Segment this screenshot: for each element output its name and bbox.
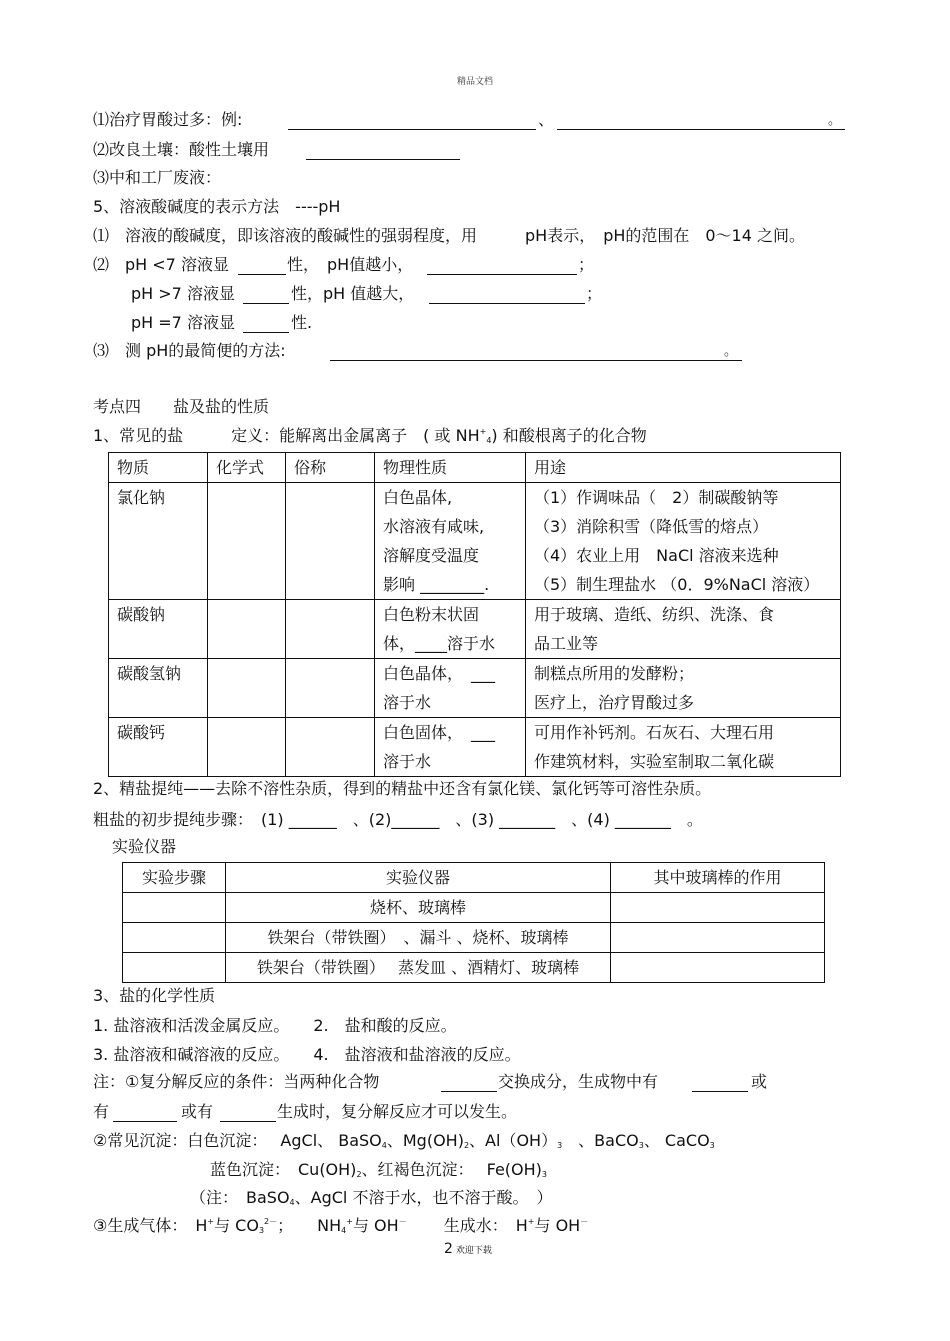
- answer-blank: [441, 1077, 497, 1092]
- page-footer: [444, 1242, 492, 1256]
- cell-line: 用于玻璃、造纸、纺织、洗涤、食: [534, 605, 775, 624]
- separator-text: 、: [538, 110, 555, 129]
- instrument-cell: 铁架台（带铁圈） 、漏斗 、烧杯、玻璃棒: [226, 923, 611, 953]
- line-ph-lt7: ⑵ pH <7 溶液显: [93, 255, 229, 274]
- substance-cell: 氯化钠: [109, 483, 208, 600]
- table-header-cell: 物质: [109, 453, 208, 483]
- line-text: ⑴治疗胃酸过多：例:: [93, 110, 243, 129]
- answer-blank: [243, 289, 289, 304]
- common-name-cell: [286, 483, 375, 600]
- table-row: [109, 483, 841, 600]
- line-text: 生成水： H: [406, 1216, 528, 1235]
- precipitate-color: [210, 1162, 547, 1178]
- table-header-cell: 物理性质: [375, 453, 526, 483]
- line-ph-desc: ⑴ 溶液的酸碱度，即该溶液的酸碱性的强弱程度，用 pH表示， pH的范围在 0～14 之间。: [93, 226, 806, 245]
- answer-blank: [429, 289, 585, 304]
- cell-line: 作建筑材料，实验室制取二氧化碳: [534, 752, 775, 771]
- line-text: （注： BaSO: [190, 1188, 290, 1207]
- note-line: 有: [93, 1102, 110, 1121]
- use-cell: [526, 718, 841, 777]
- use-cell: [526, 483, 841, 600]
- superscript: +: [207, 1217, 215, 1226]
- step-cell: [123, 953, 226, 983]
- answer-blank: [692, 1077, 748, 1092]
- answer-blank: [288, 115, 536, 130]
- gas-water-line: [93, 1218, 588, 1234]
- subscript: 3: [258, 1226, 265, 1235]
- cell-line: 品工业等: [534, 634, 599, 653]
- subscript: 3: [638, 1141, 644, 1150]
- line-text: 生成时，复分解反应才可以发生。: [277, 1102, 518, 1121]
- subscript: 4: [341, 1226, 347, 1235]
- cell-line: 溶解度受温度: [383, 546, 480, 565]
- answer-blank: [557, 115, 845, 130]
- superscript: +: [527, 1217, 535, 1226]
- property-cell: [375, 483, 526, 600]
- table-header-cell: 化学式: [208, 453, 286, 483]
- line-text: 、BaCO: [562, 1131, 639, 1150]
- footer-text: 欢迎下载: [455, 1246, 492, 1256]
- cell-line: 白色晶体， ___: [383, 664, 496, 683]
- table-row: [123, 953, 825, 983]
- instrument-cell: 铁架台（带铁圈） 蒸发皿 、酒精灯、玻璃棒: [226, 953, 611, 983]
- salt-definition: [93, 428, 647, 444]
- common-name-cell: [286, 659, 375, 718]
- common-name-cell: [286, 600, 375, 659]
- cell-line: 白色粉末状固: [383, 605, 480, 624]
- cell-line: （5）制生理盐水 （0．9%NaCl 溶液）: [534, 575, 820, 594]
- line-text: 性， pH值越小，: [287, 255, 414, 274]
- answer-blank: [427, 260, 577, 275]
- section-title: 考点四 盐及盐的性质: [93, 397, 270, 416]
- property-cell: [375, 718, 526, 777]
- cell-line: （3）消除积雪（降低雪的熔点）: [534, 517, 769, 536]
- superscript: +: [346, 1217, 353, 1226]
- glass-rod-role-cell: [611, 923, 825, 953]
- cell-line: 制糕点所用的发酵粉；: [534, 664, 695, 683]
- line-text: 或: [751, 1072, 768, 1091]
- precipitate-note: [190, 1190, 552, 1206]
- answer-blank: [330, 346, 742, 361]
- formula-cell: [208, 483, 286, 600]
- formula-cell: [208, 718, 286, 777]
- formula-cell: [208, 659, 286, 718]
- line-ph-method: ⑶ 测 pH的最简便的方法:: [93, 341, 286, 360]
- line-ph-title: 5、溶液酸碱度的表示方法 ----pH: [93, 197, 341, 216]
- page-header: 精品文档: [456, 77, 493, 87]
- line-text: 、红褐色沉淀： Fe(OH): [361, 1160, 542, 1179]
- table-header-cell: 用途: [526, 453, 841, 483]
- cell-line: 可用作补钙剂。石灰石、大理石用: [534, 723, 775, 742]
- cell-line: （1）作调味品（ 2）制碳酸钠等: [534, 488, 779, 507]
- chem-props-line: 3. 盐溶液和碱溶液的反应。 4. 盐溶液和盐溶液的反应。: [93, 1045, 521, 1064]
- use-cell: [526, 659, 841, 718]
- glass-rod-role-cell: [611, 953, 825, 983]
- table-row: [109, 600, 841, 659]
- line-text: 与 OH: [534, 1216, 581, 1235]
- line-text: 性.: [291, 313, 313, 332]
- cell-line: 溶于水: [383, 752, 432, 771]
- cell-line: 白色固体， ___: [383, 723, 496, 742]
- line-text: 、Mg(OH): [386, 1131, 464, 1150]
- line-text: ③生成气体： H: [93, 1216, 208, 1235]
- common-name-cell: [286, 718, 375, 777]
- line-text: 、Al（OH）: [469, 1131, 558, 1150]
- substance-cell: 碳酸氢钠: [109, 659, 208, 718]
- subscript: 3: [541, 1170, 547, 1179]
- salt-table: [108, 452, 841, 777]
- property-cell: [375, 659, 526, 718]
- purify-intro: 2、精盐提纯——去除不溶性杂质，得到的精盐中还含有氯化镁、氯化钙等可溶性杂质。: [93, 779, 712, 798]
- table-header-cell: 俗称: [286, 453, 375, 483]
- line-soil: ⑵改良土壤：酸性土壤用: [93, 140, 270, 159]
- superscript: －: [580, 1217, 589, 1226]
- line-text: 蓝色沉淀： Cu(OH): [210, 1160, 357, 1179]
- cell-line: （4）农业上用 NaCl 溶液来选种: [534, 546, 779, 565]
- answer-blank: [243, 318, 289, 333]
- table-header-row: [109, 453, 841, 483]
- table-header-row: [123, 863, 825, 893]
- superscript: －: [398, 1217, 407, 1226]
- subscript: 4: [381, 1141, 387, 1150]
- chem-props-title: 3、盐的化学性质: [93, 986, 216, 1005]
- instrument-label: 实验仪器: [112, 837, 177, 856]
- superscript: 2－: [264, 1217, 278, 1226]
- precipitate-white: [93, 1133, 715, 1149]
- line-text: ②常见沉淀：白色沉淀： AgCl、 BaSO: [93, 1131, 382, 1150]
- line-text: 或有: [181, 1102, 214, 1121]
- line-ph-gt7: pH >7 溶液显: [131, 284, 235, 303]
- line-ph-eq7: pH =7 溶液显: [131, 313, 235, 332]
- instrument-cell: 烧杯、玻璃棒: [226, 893, 611, 923]
- glass-rod-role-cell: [611, 893, 825, 923]
- superscript: +: [479, 427, 487, 436]
- cell-line: 溶于水: [383, 693, 432, 712]
- period-text: 。: [828, 113, 842, 128]
- subscript: 3: [709, 1141, 715, 1150]
- table-header-cell: 其中玻璃棒的作用: [611, 863, 825, 893]
- table-header-cell: 实验仪器: [226, 863, 611, 893]
- page-number: 2: [444, 1241, 453, 1257]
- instrument-table: [122, 862, 825, 983]
- subscript: 4: [486, 436, 492, 445]
- answer-blank: [113, 1107, 177, 1122]
- line-text: 与 OH: [352, 1216, 399, 1235]
- line-treat-acid: [93, 112, 242, 128]
- subscript: 2: [463, 1141, 470, 1150]
- substance-cell: 碳酸钙: [109, 718, 208, 777]
- line-text: 1、常见的盐 定义：能解离出金属离子 ( 或 NH: [93, 426, 480, 445]
- line-text: 性，pH 值越大，: [291, 284, 415, 303]
- line-text: ；: [578, 255, 595, 274]
- step-cell: [123, 923, 226, 953]
- line-text: 、 CaCO: [643, 1131, 710, 1150]
- cell-line: 水溶液有咸味,: [383, 517, 485, 536]
- period-text: 。: [724, 344, 738, 359]
- table-row: [123, 923, 825, 953]
- line-text: 交换成分，生成物中有: [498, 1072, 659, 1091]
- answer-blank: [238, 260, 286, 275]
- table-row: [109, 659, 841, 718]
- line-waste: ⑶中和工厂废液：: [93, 168, 222, 187]
- answer-blank: [220, 1107, 276, 1122]
- line-text: 、AgCl 不溶于水，也不溶于酸。 ）: [294, 1188, 553, 1207]
- line-text: 与 CO: [214, 1216, 259, 1235]
- purify-steps: 粗盐的初步提纯步骤： (1) ______ 、(2)______ 、(3) _______ 、(4) _______ 。: [93, 810, 703, 829]
- cell-line: 体，____溶于水: [383, 634, 496, 653]
- cell-line: 白色晶体,: [383, 488, 453, 507]
- table-row: [123, 893, 825, 923]
- line-text: ；: [586, 284, 603, 303]
- line-text: ； NH: [277, 1216, 342, 1235]
- substance-cell: 碳酸钠: [109, 600, 208, 659]
- subscript: 2: [356, 1170, 362, 1179]
- note-line: 注：①复分解反应的条件：当两种化合物: [93, 1072, 412, 1091]
- use-cell: [526, 600, 841, 659]
- subscript: 3: [557, 1141, 563, 1150]
- property-cell: [375, 600, 526, 659]
- cell-line: 影响 ________.: [383, 575, 490, 594]
- step-cell: [123, 893, 226, 923]
- subscript: 4: [289, 1198, 295, 1207]
- table-header-cell: 实验步骤: [123, 863, 226, 893]
- formula-cell: [208, 600, 286, 659]
- cell-line: 医疗上，治疗胃酸过多: [534, 693, 695, 712]
- line-text: ) 和酸根离子的化合物: [491, 426, 647, 445]
- answer-blank: [306, 145, 460, 160]
- table-row: [109, 718, 841, 777]
- chem-props-line: 1. 盐溶液和活泼金属反应。 2. 盐和酸的反应。: [93, 1016, 457, 1035]
